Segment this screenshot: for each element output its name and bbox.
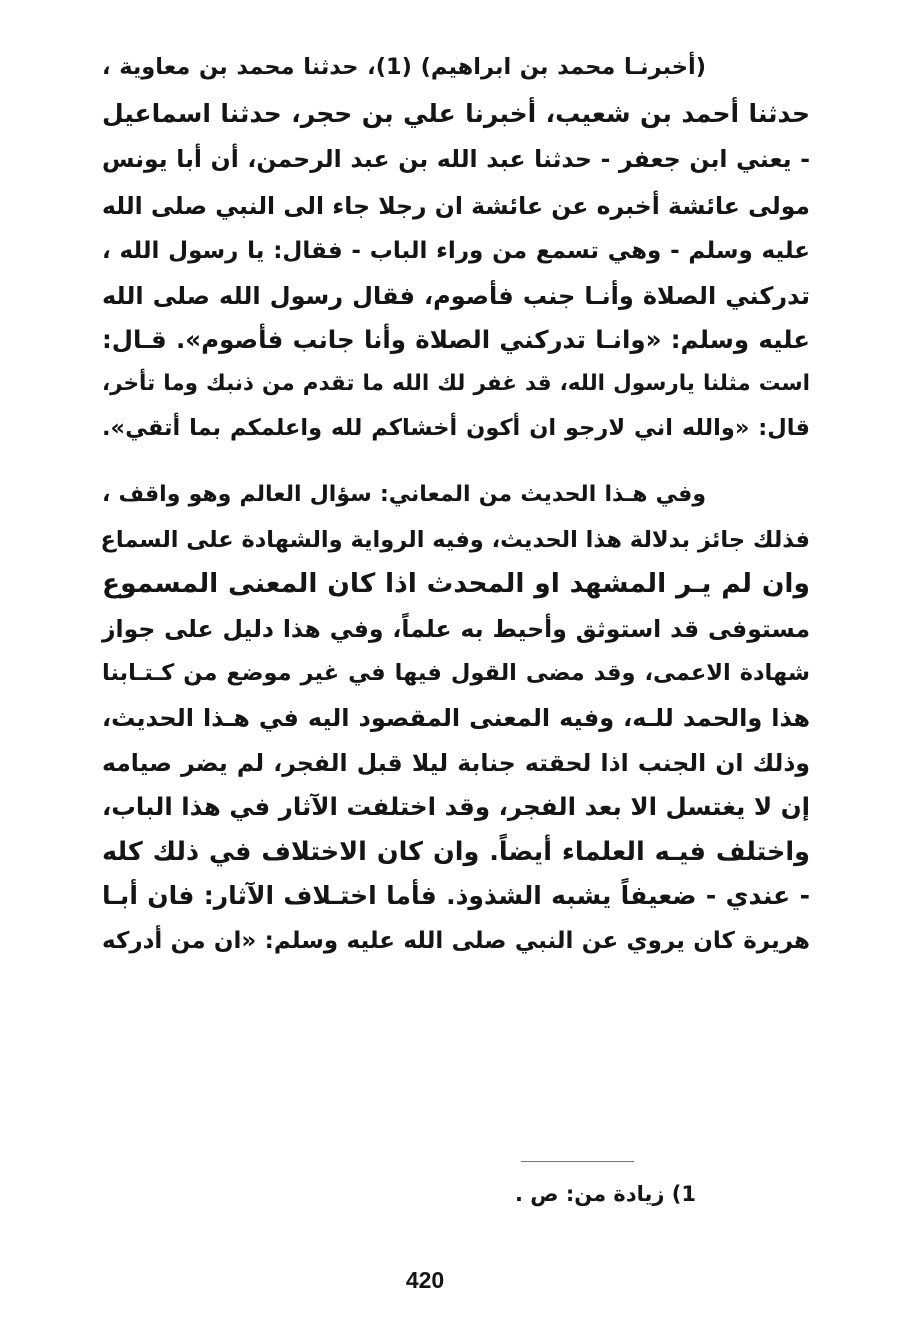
text-line: است مثلنا يارسول الله، قد غفر لك الله ما تقدم من ذنبك وما تأخر، [102,371,810,396]
text-line: - عندي - ضعيفاً يشبه الشذوذ. فأما اختـلاف الآثار: فان أبـا [102,881,810,910]
text-line: وذلك ان الجنب اذا لحقته جنابة ليلا قبل الفجر، لم يضر صيامه [102,749,810,777]
page-number: 420 [405,1267,445,1293]
text-line: مولى عائشة أخبره عن عائشة ان رجلا جاء الى النبي صلى الله [102,192,810,220]
text-line: حدثنا أحمد بن شعيب، أخبرنا علي بن حجر، حدثنا اسماعيل [102,99,810,128]
text-line: هريرة كان يروي عن النبي صلى الله عليه وسلم: «ان من أدركه [102,928,810,954]
footnote-divider [521,1161,634,1162]
text-line: مستوفى قد استوثق وأحيط به علماً، وفي هذا دليل على جواز [102,615,810,643]
text-line: - يعني ابن جعفر - حدثنا عبد الله بن عبد الرحمن، أن أبا يونس [102,145,810,173]
text-line: إن لا يغتسل الا بعد الفجر، وقد اختلفت الآثار في هذا الباب، [102,792,810,821]
text-line: هذا والحمد للـه، وفيه المعنى المقصود اليه في هـذا الحديث، [102,704,810,732]
text-line: عليه وسلم: «وانـا تدركني الصلاة وأنا جانب فأصوم». قـال: [102,325,810,354]
text-line: عليه وسلم - وهي تسمع من وراء الباب - فقال: يا رسول الله ، [102,238,810,264]
text-line: وفي هـذا الحديث من المعاني: سؤال العالم وهو واقف ، [102,482,706,507]
text-line: (أخبرنـا محمد بن ابراهيم) (1)، حدثنا محمد بن معاوية ، [102,54,706,80]
text-line: فذلك جائز بدلالة هذا الحديث، وفيه الرواية والشهادة على السماع [100,527,810,553]
footnote: 1) زيادة من: ص . [514,1182,696,1206]
text-line: قال: «والله اني لارجو ان أكون أخشاكم لله واعلمكم بما أتقي». [102,415,810,441]
text-line: واختلف فيـه العلماء أيضاً. وان كان الاختلاف في ذلك كله [102,837,810,867]
text-line: تدركني الصلاة وأنـا جنب فأصوم، فقال رسول الله صلى الله [102,282,810,310]
text-line: وان لم يـر المشهد او المحدث اذا كان المعنى المسموع [102,568,810,599]
text-line: شهادة الاعمى، وقد مضى القول فيها في غير موضع من كـتـابنا [102,660,810,686]
